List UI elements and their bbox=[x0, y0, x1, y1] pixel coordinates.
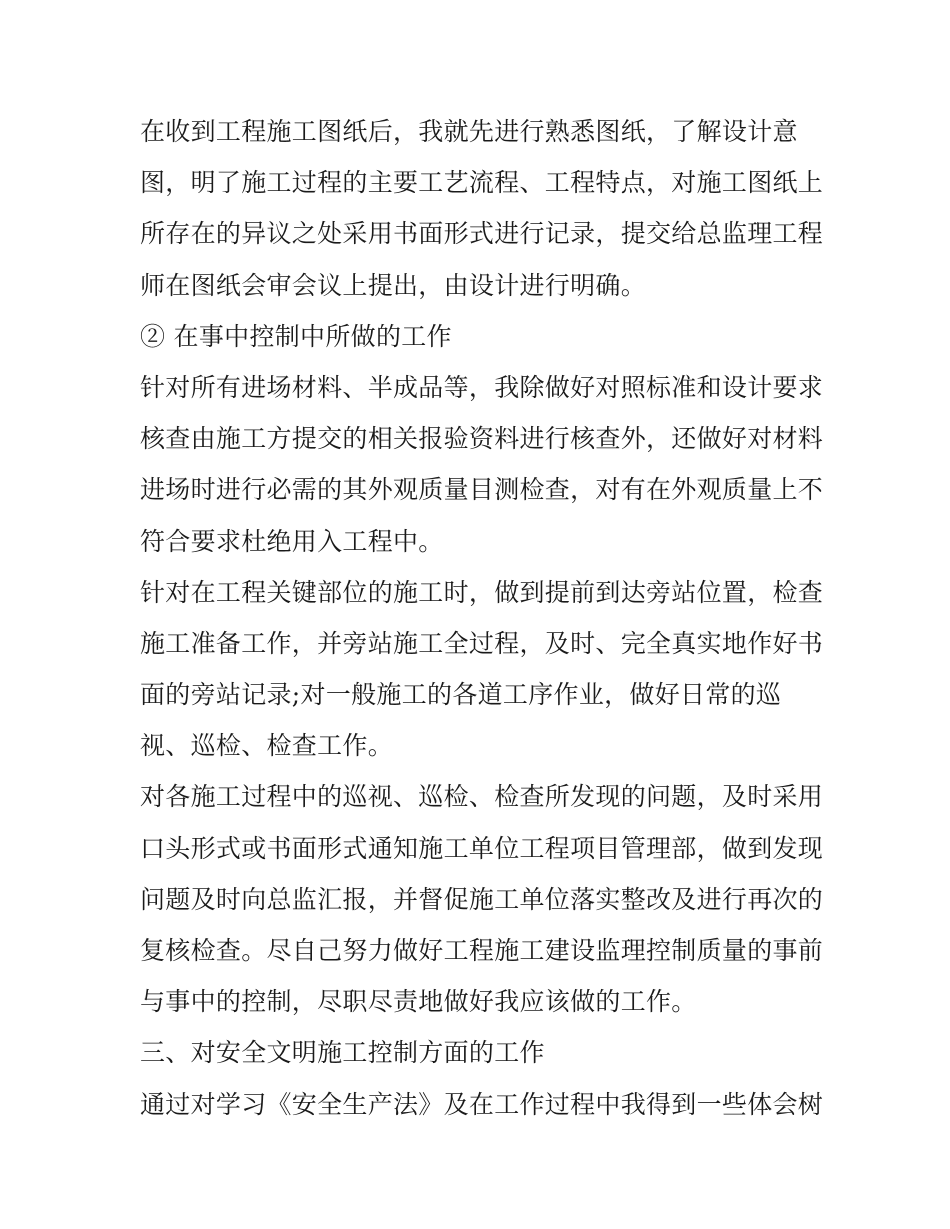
paragraph-line: 视、巡检、检查工作。 bbox=[140, 731, 394, 761]
paragraph-line: 核查由施工方提交的相关报验资料进行核查外，还做好对材料 bbox=[140, 424, 824, 454]
paragraph-line: 师在图纸会审会议上提出，由设计进行明确。 bbox=[140, 270, 647, 300]
paragraph-line: 进场时进行必需的其外观质量目测检查，对有在外观质量上不 bbox=[140, 475, 824, 505]
paragraph-line: 面的旁站记录;对一般施工的各道工序作业，做好日常的巡 bbox=[140, 680, 782, 710]
paragraph-line: 在收到工程施工图纸后，我就先进行熟悉图纸，了解设计意 bbox=[140, 117, 798, 146]
section-heading: ② 在事中控制中所做的工作 bbox=[140, 321, 452, 351]
document-body bbox=[140, 106, 830, 1130]
paragraph-line: 针对所有进场材料、半成品等，我除做好对照标准和设计要求 bbox=[140, 372, 824, 402]
paragraph-line: 针对在工程关键部位的施工时，做到提前到达旁站位置，检查 bbox=[140, 577, 824, 607]
paragraph-line: 施工准备工作，并旁站施工全过程，及时、完全真实地作好书 bbox=[140, 628, 824, 658]
paragraph-line: 通过对学习《安全生产法》及在工作过程中我得到一些体会树 bbox=[140, 1089, 824, 1119]
paragraph-line: 对各施工过程中的巡视、巡检、检查所发现的问题，及时采用 bbox=[140, 782, 824, 812]
paragraph-line: 问题及时向总监汇报，并督促施工单位落实整改及进行再次的 bbox=[140, 884, 824, 914]
paragraph-line: 图，明了施工过程的主要工艺流程、工程特点，对施工图纸上 bbox=[140, 168, 824, 198]
paragraph-line: 与事中的控制，尽职尽责地做好我应该做的工作。 bbox=[140, 987, 697, 1017]
paragraph-line: 所存在的异议之处采用书面形式进行记录，提交给总监理工程 bbox=[140, 219, 824, 249]
paragraph-line: 复核检查。尽自己努力做好工程施工建设监理控制质量的事前 bbox=[140, 936, 824, 965]
paragraph-line: 口头形式或书面形式通知施工单位工程项目管理部，做到发现 bbox=[140, 833, 824, 863]
paragraph-line: 符合要求杜绝用入工程中。 bbox=[140, 526, 444, 556]
section-heading: 三、对安全文明施工控制方面的工作 bbox=[140, 1038, 545, 1068]
